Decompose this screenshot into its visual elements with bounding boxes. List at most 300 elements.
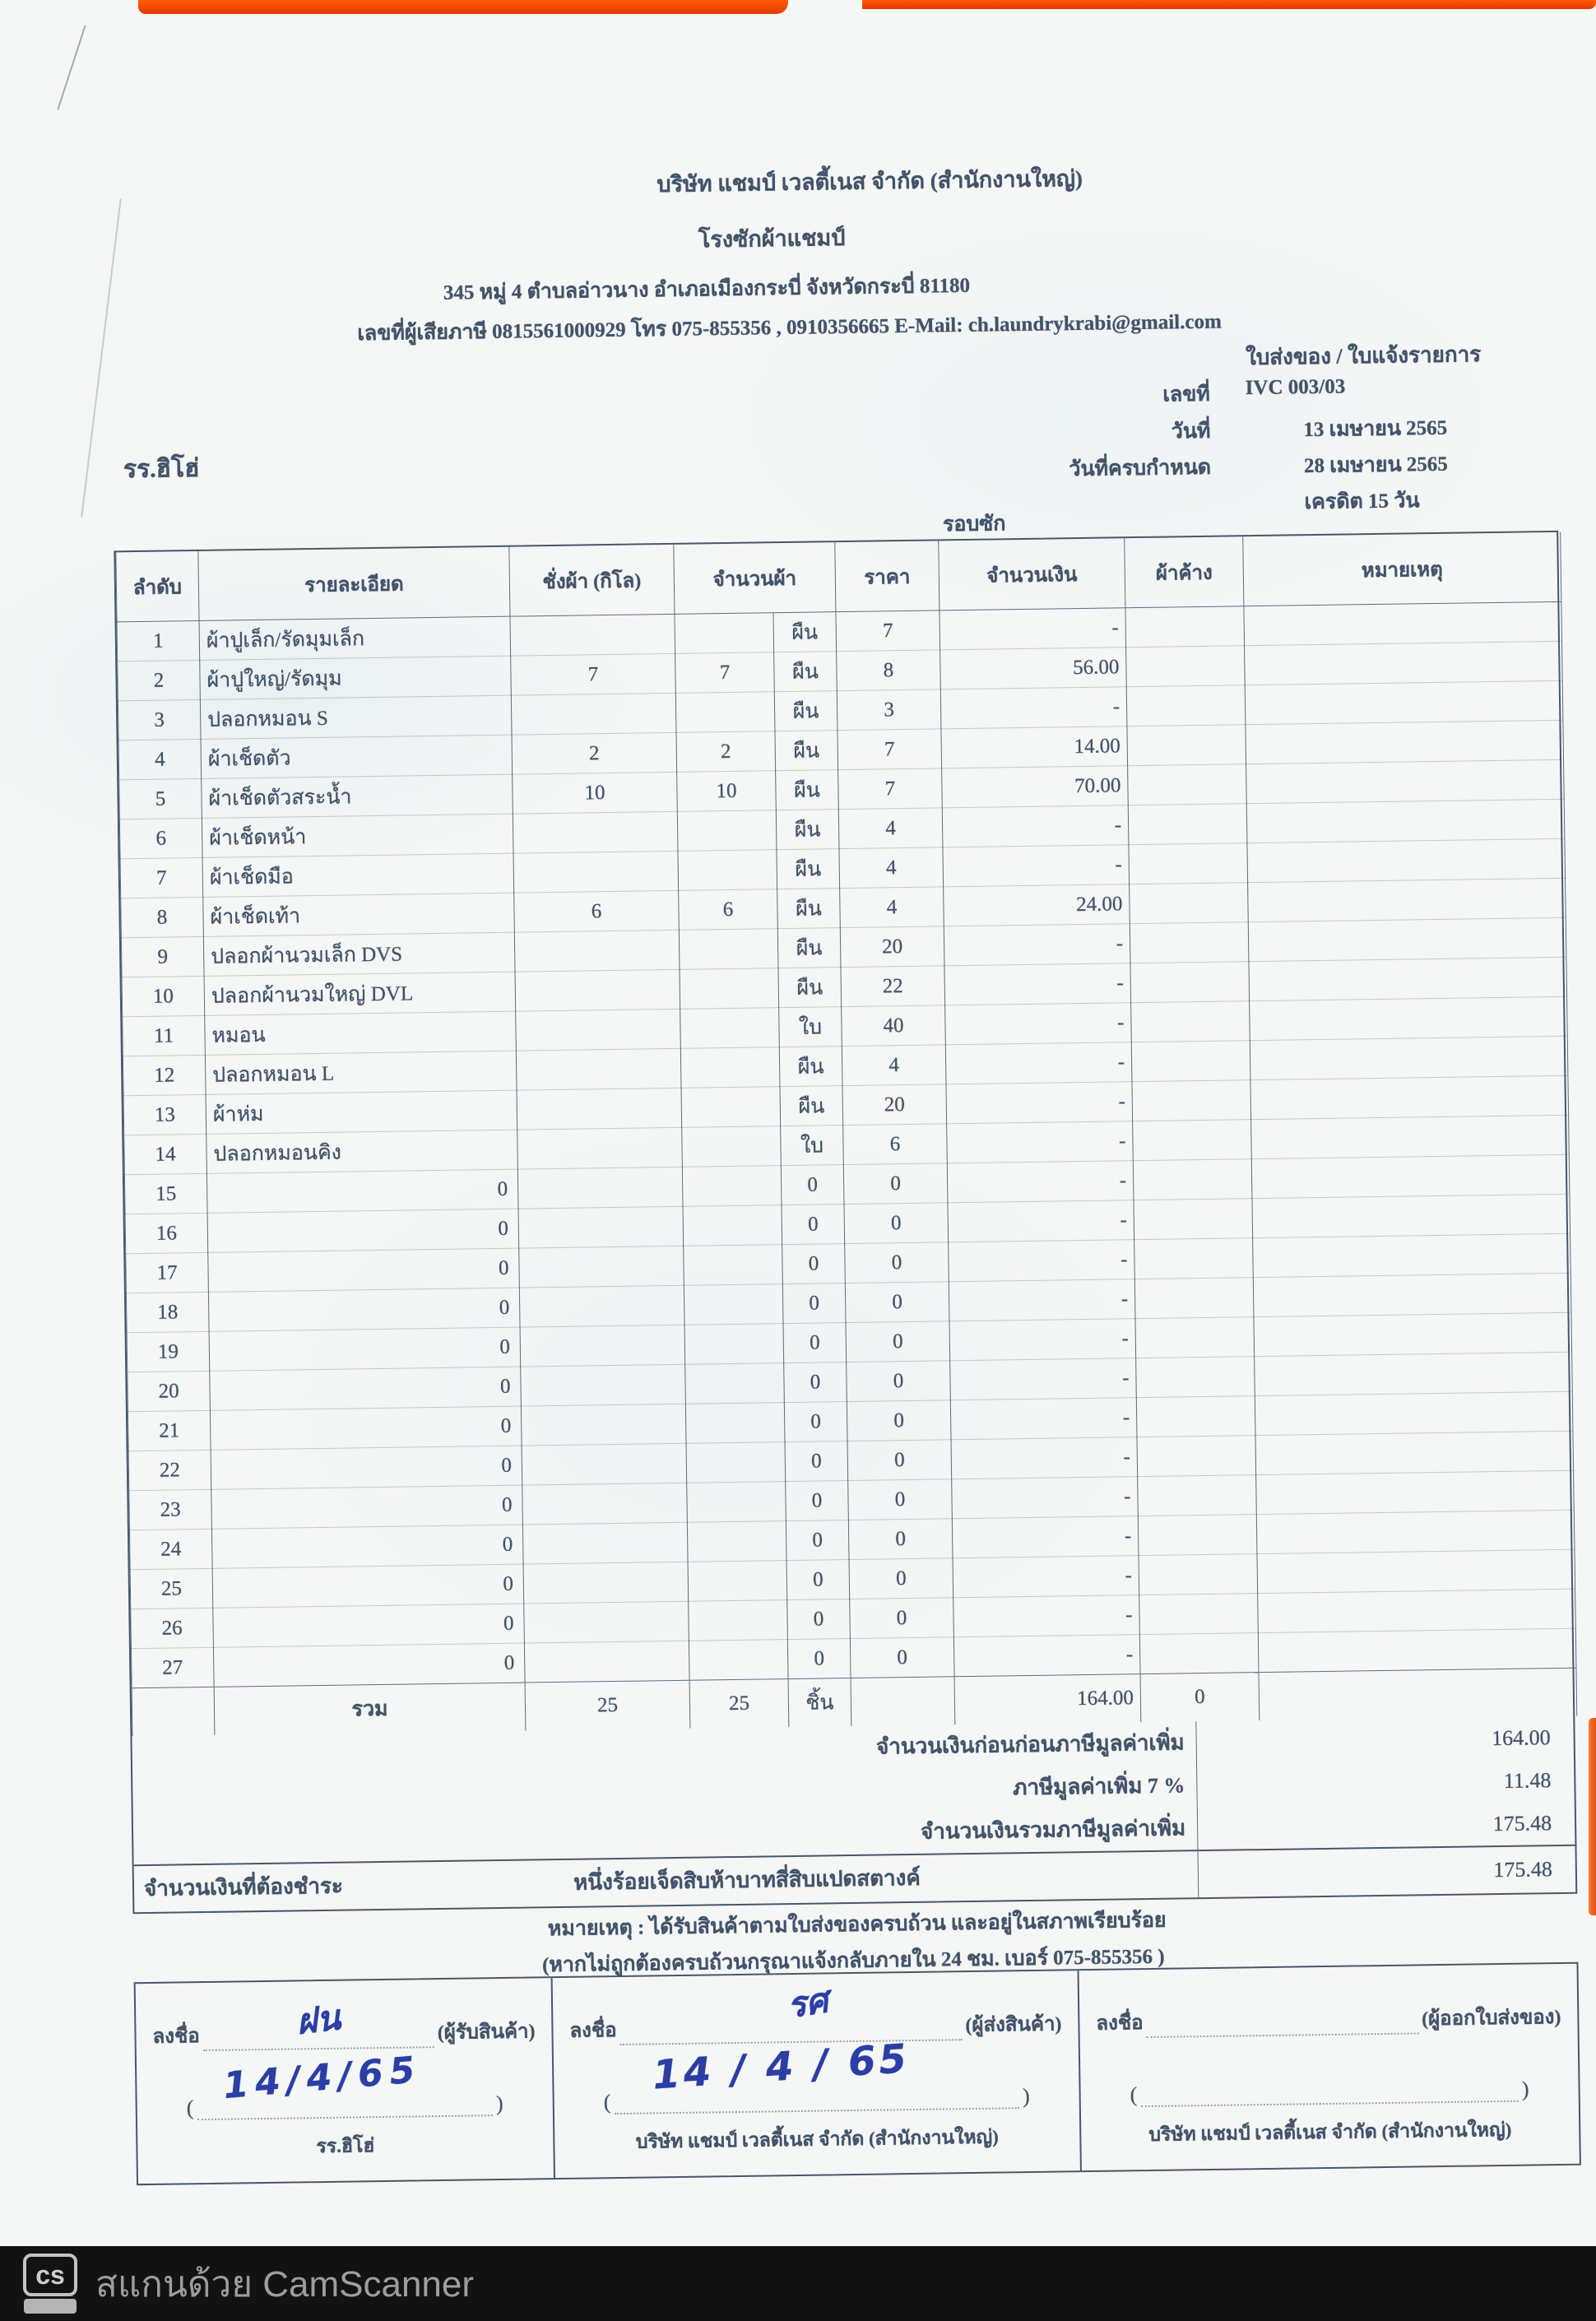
cell-no: 10 <box>122 976 205 1016</box>
summary-section <box>132 1715 1575 1911</box>
cell-description <box>206 1169 518 1213</box>
invoice-date-label: วันที่ <box>1171 420 1211 443</box>
cell-weight-kg <box>522 1522 688 1564</box>
cell-amount: - <box>945 1042 1132 1084</box>
cell-pending <box>1139 1594 1259 1635</box>
cell-quantity <box>689 1640 788 1681</box>
cell-description <box>208 1248 520 1292</box>
signature-box-sender <box>551 1971 1080 2178</box>
cell-amount: - <box>953 1595 1140 1637</box>
cell-unit: ผืน <box>776 770 839 810</box>
due-date-label: วันที่ครบกำหนด <box>1069 456 1212 481</box>
cell-no: 23 <box>129 1489 212 1530</box>
cell-price: 4 <box>842 1045 946 1086</box>
receiver-handwritten-signature: ฝน <box>294 1997 343 2043</box>
cell-description <box>213 1604 525 1647</box>
cell-description <box>208 1288 520 1331</box>
cell-quantity <box>686 1442 786 1483</box>
cell-description: ปลอกผ้านวมเล็ก DVS <box>203 932 515 976</box>
cell-unit: ผืน <box>778 968 842 1008</box>
cell-pending <box>1134 1238 1254 1279</box>
total-amount: 164.00 <box>954 1674 1141 1725</box>
cell-note <box>1250 1075 1569 1119</box>
paren-open: ( <box>1130 2082 1138 2107</box>
cell-weight-kg <box>513 851 679 893</box>
vat-label: ภาษีมูลค่าเพิ่ม 7 % <box>1013 1772 1185 1799</box>
cell-price: 0 <box>848 1479 953 1520</box>
cell-description: ผ้าปูเล็ก/รัดมุมเล็ก <box>199 616 511 660</box>
cell-no: 9 <box>121 936 204 977</box>
cell-quantity <box>679 929 778 970</box>
date-dotted-line <box>1140 2081 1519 2107</box>
cell-pending <box>1128 804 1247 845</box>
cell-pending <box>1126 646 1246 687</box>
cell-price: 8 <box>837 650 941 691</box>
cell-price: 0 <box>845 1242 949 1284</box>
cell-description <box>207 1209 519 1252</box>
paren-close: ) <box>495 2091 503 2116</box>
cell-unit: ผืน <box>777 849 840 889</box>
cell-weight-kg <box>516 1009 681 1051</box>
cell-note <box>1256 1510 1575 1553</box>
cell-no: 27 <box>131 1647 214 1687</box>
cell-unit: ผืน <box>776 810 839 850</box>
cell-description-zero: 0 <box>498 1217 509 1240</box>
paren-open: ( <box>186 2096 194 2120</box>
due-date-value: 28 เมษายน 2565 <box>1303 453 1448 478</box>
cell-no: 14 <box>124 1134 207 1174</box>
column-header: ราคา <box>835 541 940 611</box>
cell-amount: - <box>940 608 1126 650</box>
cell-no: 8 <box>121 897 204 937</box>
cell-description: ผ้าห่ม <box>206 1090 517 1134</box>
receiver-role-label: (ผู้รับสินค้า) <box>437 2021 536 2045</box>
cell-price: 7 <box>837 729 942 770</box>
total-note <box>1259 1668 1577 1720</box>
cell-note <box>1248 917 1566 961</box>
cell-price: 0 <box>849 1558 953 1599</box>
cell-description: ปลอกหมอนคิง <box>206 1130 518 1173</box>
cell-quantity: 6 <box>679 889 778 931</box>
cell-pending <box>1132 1080 1251 1121</box>
credit-terms-value: เครดิต 15 วัน <box>1304 490 1420 514</box>
camscanner-watermark-bar <box>0 2246 1596 2321</box>
cell-quantity <box>675 613 774 654</box>
cell-unit: 0 <box>785 1441 848 1482</box>
camscanner-logo-base <box>24 2299 77 2314</box>
cell-weight-kg <box>523 1562 689 1604</box>
total-label: รวม <box>214 1683 526 1734</box>
cell-description <box>210 1406 522 1450</box>
cell-amount: - <box>953 1635 1140 1677</box>
cell-quantity <box>681 1087 781 1128</box>
cell-description-zero: 0 <box>500 1414 512 1437</box>
cell-description-zero: 0 <box>502 1533 513 1556</box>
cell-pending <box>1137 1436 1256 1477</box>
total-quantity: 25 <box>689 1679 789 1729</box>
invoice-date-value: 13 เมษายน 2565 <box>1303 416 1448 442</box>
cell-pending <box>1135 1317 1255 1358</box>
cell-amount: - <box>948 1200 1134 1242</box>
cell-description-zero: 0 <box>503 1612 514 1635</box>
cell-no: 26 <box>131 1608 214 1648</box>
cell-amount: - <box>947 1121 1134 1163</box>
paren-close: ) <box>1022 2084 1030 2109</box>
cell-quantity <box>682 1166 782 1207</box>
cell-quantity <box>685 1363 785 1404</box>
paren-close: ) <box>1521 2077 1529 2101</box>
cell-pending <box>1134 1199 1253 1240</box>
invoice-box <box>114 531 1577 1914</box>
amount-due-label: จำนวนเงินที่ต้องชำระ <box>143 1873 344 1901</box>
cell-note <box>1258 1589 1576 1632</box>
cell-weight-kg <box>520 1325 685 1367</box>
cell-pending <box>1128 764 1247 805</box>
column-header: ชั่งผ้า (กิโล) <box>509 545 675 616</box>
cell-amount: - <box>953 1556 1139 1598</box>
cell-weight-kg <box>513 811 678 853</box>
cell-note <box>1251 1115 1570 1158</box>
column-header: หมายเหตุ <box>1243 532 1561 606</box>
total-price <box>851 1677 955 1726</box>
cell-no: 11 <box>123 1015 206 1056</box>
cell-note <box>1252 1194 1570 1237</box>
cell-price: 0 <box>845 1282 949 1323</box>
cell-description <box>211 1446 522 1489</box>
cell-amount: - <box>946 1082 1133 1124</box>
cell-unit: ผืน <box>775 731 838 771</box>
cell-no: 17 <box>126 1252 209 1293</box>
receiver-party-name: รร.ฮิโฮ่ <box>316 2135 375 2157</box>
cell-quantity <box>678 850 777 891</box>
cell-quantity <box>675 692 775 733</box>
cell-price: 7 <box>836 610 940 652</box>
camscanner-watermark-text: สแกนด้วย CamScanner <box>95 2263 475 2305</box>
cell-pending <box>1126 685 1246 726</box>
cell-unit: ใบ <box>779 1007 842 1047</box>
sign-label: ลงชื่อ <box>569 2020 617 2042</box>
cell-description <box>212 1564 524 1608</box>
cell-pending <box>1127 725 1246 766</box>
cell-weight-kg <box>524 1641 689 1683</box>
cell-price: 4 <box>839 847 944 889</box>
cell-note <box>1245 641 1563 685</box>
issuer-party-name: บริษัท แชมป์ เวลตี้เนส จำกัด (สำนักงานใหญ่) <box>1148 2119 1512 2146</box>
cell-price: 0 <box>846 1321 950 1362</box>
sender-party-name: บริษัท แชมป์ เวลตี้เนส จำกัด (สำนักงานใหญ่) <box>635 2126 999 2152</box>
camscanner-cs-icon: cs <box>23 2254 77 2296</box>
cell-price: 4 <box>840 887 944 928</box>
cell-quantity: 2 <box>676 731 776 773</box>
cell-pending <box>1130 962 1250 1003</box>
company-name: บริษัท แชมป์ เวลตี้เนส จำกัด (สำนักงานใหญ่) <box>656 165 1083 197</box>
cell-unit: ผืน <box>779 1047 842 1087</box>
cell-amount: - <box>949 1279 1135 1321</box>
cell-quantity <box>680 968 779 1010</box>
cell-amount: - <box>950 1358 1137 1400</box>
cell-quantity: 7 <box>675 652 775 694</box>
cell-weight-kg <box>521 1364 686 1406</box>
cell-pending <box>1138 1515 1257 1556</box>
cell-pending <box>1133 1159 1252 1200</box>
camscanner-logo-icon <box>23 2254 77 2314</box>
cell-pending <box>1130 883 1249 924</box>
cell-weight-kg <box>518 1206 684 1248</box>
column-header: จำนวนผ้า <box>674 542 836 614</box>
cell-unit: ใบ <box>781 1126 844 1166</box>
cell-amount: - <box>952 1516 1139 1558</box>
cell-pending <box>1131 1001 1250 1042</box>
signature-dotted-line <box>1146 2012 1418 2038</box>
cell-description-zero: 0 <box>501 1493 513 1516</box>
cell-weight-kg <box>515 969 680 1011</box>
remark-line-1: หมายเหตุ : ได้รับสินค้าตามใบส่งของครบถ้วน และอยู่ในสภาพเรียบร้อย <box>547 1909 1167 1941</box>
cell-amount: 56.00 <box>940 648 1127 689</box>
cell-unit: 0 <box>787 1639 851 1679</box>
cell-weight-kg <box>521 1404 686 1446</box>
cell-quantity <box>689 1600 788 1641</box>
cell-no: 25 <box>130 1568 213 1608</box>
sender-handwritten-date: 14 / 4 / 65 <box>651 2035 912 2099</box>
signature-section <box>134 1962 1581 2185</box>
cell-price: 7 <box>838 768 943 810</box>
cell-no: 18 <box>126 1292 209 1332</box>
cell-note <box>1249 957 1567 1000</box>
cell-description-zero: 0 <box>503 1651 515 1674</box>
column-header: รายละเอียด <box>198 547 510 621</box>
cell-amount: - <box>944 963 1131 1005</box>
cell-weight-kg <box>514 930 680 972</box>
cell-amount: 24.00 <box>944 884 1130 926</box>
cell-description <box>209 1327 521 1371</box>
cell-pending <box>1134 1278 1254 1319</box>
cell-note <box>1255 1431 1574 1474</box>
cell-weight-kg: 6 <box>514 890 680 932</box>
cell-note <box>1247 838 1566 882</box>
cell-quantity <box>687 1521 786 1562</box>
cell-price: 0 <box>850 1598 954 1639</box>
cell-quantity <box>684 1284 783 1325</box>
company-address: 345 หมู่ 4 ตำบลอ่าวนาง อำเภอเมืองกระบี่ จังหวัดกระบี่ 81180 <box>443 274 971 304</box>
cell-no: 6 <box>119 818 202 858</box>
cell-note <box>1245 680 1563 724</box>
cell-unit: 0 <box>786 1560 850 1600</box>
cell-no: 1 <box>117 620 200 661</box>
document-type-title: ใบส่งของ / ใบแจ้งรายการ <box>1245 342 1482 370</box>
invoice-number-label: เลขที่ <box>1162 383 1210 406</box>
cell-no: 3 <box>118 699 201 740</box>
cell-description <box>210 1367 522 1410</box>
cell-note <box>1257 1549 1575 1593</box>
grand-total-value: 175.48 <box>1197 1801 1575 1849</box>
cell-weight-kg <box>517 1088 682 1130</box>
cell-note <box>1250 1036 1568 1079</box>
cell-no: 5 <box>119 778 202 819</box>
cell-weight-kg <box>510 614 675 656</box>
cell-weight-kg <box>522 1443 687 1485</box>
cell-note <box>1251 1154 1570 1198</box>
cell-pending <box>1136 1396 1255 1437</box>
cell-weight-kg <box>519 1285 684 1327</box>
cell-amount: - <box>943 845 1130 887</box>
cell-quantity <box>685 1403 785 1444</box>
cell-pending <box>1133 1120 1252 1161</box>
cell-amount: - <box>949 1319 1136 1361</box>
cell-no: 15 <box>124 1173 207 1214</box>
total-weight-kg: 25 <box>525 1680 690 1730</box>
cell-note <box>1255 1352 1573 1395</box>
cell-amount: - <box>947 1161 1134 1203</box>
cell-description-zero: 0 <box>499 1375 511 1398</box>
total-no-cell <box>132 1687 215 1735</box>
cell-price: 0 <box>847 1440 952 1481</box>
company-tax-phone-email: เลขที่ผู้เสียภาษี 0815561000929 โทร 075-855356 , 0910356665 E-Mail: ch.laundrykrabi@gmail.com <box>357 310 1223 346</box>
cell-price: 0 <box>847 1361 951 1402</box>
company-trade-name: โรงซักผ้าแชมป์ <box>698 225 846 253</box>
cell-description: ผ้าเช็ดหน้า <box>202 814 513 857</box>
cell-quantity <box>680 1008 780 1049</box>
cell-pending <box>1138 1475 1257 1516</box>
cell-pending <box>1125 606 1245 648</box>
amount-due-value: 175.48 <box>1198 1845 1576 1896</box>
cell-quantity <box>688 1561 787 1602</box>
cell-note <box>1246 720 1564 764</box>
column-header: ผ้าค้าง <box>1125 536 1244 608</box>
cell-description: ผ้าเช็ดตัว <box>201 735 513 778</box>
cell-amount: - <box>944 924 1130 966</box>
cell-description: หมอน <box>205 1011 517 1055</box>
cell-pending <box>1129 843 1248 884</box>
cell-unit: 0 <box>786 1481 849 1521</box>
cell-amount: - <box>952 1477 1139 1519</box>
total-unit: ชิ้น <box>788 1678 851 1727</box>
amount-in-words: หนึ่งร้อยเจ็ดสิบห้าบาทสี่สิบแปดสตางค์ <box>573 1865 921 1895</box>
cell-description: ผ้าเช็ดเท้า <box>203 893 515 936</box>
column-header: จำนวนเงิน <box>939 538 1125 610</box>
subtotal-value: 164.00 <box>1195 1715 1574 1763</box>
cell-pending <box>1139 1633 1259 1674</box>
cell-weight-kg <box>516 1048 681 1090</box>
cell-weight-kg: 2 <box>512 732 677 774</box>
sender-role-label: (ผู้ส่งสินค้า) <box>965 2013 1062 2037</box>
cell-weight-kg <box>511 693 676 735</box>
cell-price: 0 <box>847 1400 951 1441</box>
cell-amount: - <box>949 1240 1135 1282</box>
cell-note <box>1254 1312 1572 1356</box>
cell-price: 22 <box>841 966 945 1007</box>
cell-no: 4 <box>118 739 202 779</box>
cell-unit: ผืน <box>777 889 841 929</box>
cell-amount: - <box>940 687 1127 729</box>
cell-unit: 0 <box>781 1165 844 1205</box>
cell-note <box>1258 1628 1576 1672</box>
cell-description-zero: 0 <box>499 1335 511 1358</box>
signature-box-issuer <box>1078 1964 1580 2170</box>
signature-box-receiver <box>136 1978 554 2184</box>
cell-unit: 0 <box>784 1402 847 1442</box>
sign-label: ลงชื่อ <box>1096 2012 1144 2035</box>
cell-price: 0 <box>843 1163 948 1205</box>
cell-amount: - <box>945 1003 1132 1045</box>
cell-no: 7 <box>120 857 203 898</box>
subtotal-label: จำนวนเงินก่อนก่อนภาษีมูลค่าเพิ่ม <box>875 1729 1185 1759</box>
cell-weight-kg: 7 <box>511 653 676 695</box>
cell-unit: ผืน <box>777 928 841 968</box>
invoice-number-value: IVC 003/03 <box>1245 375 1346 400</box>
cell-price: 0 <box>844 1203 949 1244</box>
cell-pending <box>1139 1554 1258 1595</box>
cell-unit: 0 <box>782 1244 846 1284</box>
cell-price: 0 <box>850 1637 954 1678</box>
vat-value: 11.48 <box>1196 1758 1575 1806</box>
cell-weight-kg <box>517 1167 683 1209</box>
cell-pending <box>1130 922 1249 963</box>
cell-note <box>1255 1391 1573 1435</box>
cell-no: 13 <box>123 1094 206 1135</box>
cell-quantity <box>684 1324 784 1365</box>
receiver-handwritten-date: 14/4/65 <box>221 2049 424 2108</box>
cell-weight-kg: 10 <box>513 772 678 814</box>
cell-no: 16 <box>125 1213 208 1253</box>
cell-description: ผ้าเช็ดตัวสระน้ำ <box>202 774 513 818</box>
cell-unit: ผืน <box>774 691 837 731</box>
cell-unit: 0 <box>782 1205 845 1245</box>
cell-description <box>211 1525 523 1568</box>
cell-note <box>1256 1470 1575 1514</box>
cell-note <box>1246 799 1565 843</box>
cell-unit: 0 <box>783 1323 847 1363</box>
cell-description: ผ้าปูใหญ่/รัดมุม <box>200 656 512 699</box>
cell-pending <box>1131 1041 1250 1082</box>
issuer-role-label: (ผู้ออกใบส่งของ) <box>1421 2007 1561 2031</box>
cell-amount: 14.00 <box>941 726 1128 768</box>
sender-handwritten-signature: รศ <box>784 1980 831 2026</box>
cell-no: 12 <box>123 1055 206 1095</box>
cell-unit: 0 <box>786 1520 849 1561</box>
cell-description-zero: 0 <box>497 1177 508 1200</box>
cell-no: 2 <box>118 660 201 700</box>
cell-weight-kg <box>524 1601 689 1643</box>
cell-pending <box>1136 1357 1255 1398</box>
cell-unit: 0 <box>782 1284 846 1324</box>
cell-note <box>1246 759 1565 803</box>
cell-amount: 70.00 <box>942 766 1129 808</box>
cell-unit: ผืน <box>773 612 837 652</box>
cell-description: ปลอกหมอน L <box>205 1051 517 1094</box>
wash-cycle-label: รอบซัก <box>942 513 1006 536</box>
cell-description: ปลอกผ้านวมใหญ่ DVL <box>204 972 516 1015</box>
cell-price: 3 <box>837 689 941 731</box>
cell-amount: - <box>942 805 1129 847</box>
items-table <box>115 532 1577 1736</box>
cell-weight-kg <box>517 1127 683 1169</box>
cell-description: ผ้าเช็ดมือ <box>202 853 514 897</box>
cell-no: 21 <box>128 1410 211 1451</box>
cell-description-zero: 0 <box>503 1572 514 1595</box>
cell-amount: - <box>951 1437 1138 1479</box>
column-header: ลำดับ <box>116 551 199 622</box>
cell-note <box>1244 601 1562 645</box>
cell-quantity <box>683 1205 782 1246</box>
cell-description <box>213 1643 525 1687</box>
cell-unit: 0 <box>784 1362 847 1403</box>
remark-line-2: (หากไม่ถูกต้องครบถ้วนกรุณาแจ้งกลับภายใน 24 ชม. เบอร์ 075-855356 ) <box>541 1945 1165 1977</box>
cell-price: 4 <box>838 808 943 849</box>
customer-name: รร.ฮิโฮ่ <box>123 454 200 484</box>
cell-amount: - <box>950 1398 1137 1440</box>
cell-note <box>1253 1273 1571 1316</box>
cell-unit: 0 <box>787 1599 851 1640</box>
